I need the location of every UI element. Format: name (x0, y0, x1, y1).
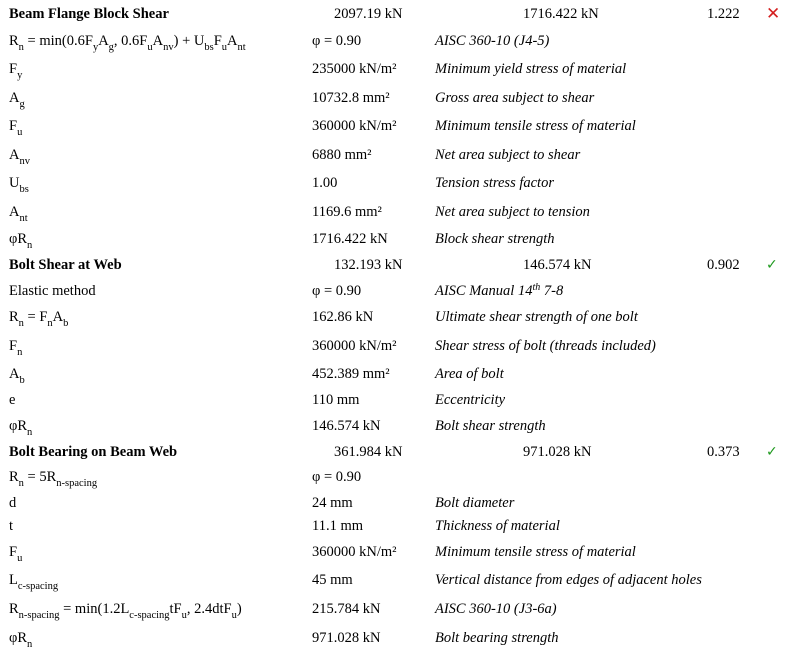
row-value: 45 mm (312, 572, 353, 588)
row-value: φ = 0.90 (312, 469, 362, 485)
row-value: 1716.422 kN (312, 231, 388, 247)
row-description: Net area subject to shear (435, 147, 581, 163)
row-description: Minimum tensile stress of material (435, 118, 636, 134)
row-symbol: $\varphi R_n$ (9, 231, 33, 251)
row-symbol: $F_y$ (9, 61, 23, 81)
demand-value: 146.574 kN (523, 257, 592, 273)
row-value: 146.574 kN (312, 418, 381, 434)
row-description: Bolt bearing strength (435, 630, 559, 646)
row-description: AISC 360-10 (J3-6a) (435, 601, 557, 617)
row-description: Gross area subject to shear (435, 90, 595, 106)
row-symbol: d (9, 495, 17, 511)
row-description: Net area subject to tension (435, 204, 590, 220)
row-value: 360000 kN/m² (312, 338, 397, 354)
row-description: Shear stress of bolt (threads included) (435, 338, 656, 354)
formula-symbol: $R_n = F_nA_b$ (9, 309, 69, 329)
row-value: 971.028 kN (312, 630, 381, 646)
row-description: Ultimate shear strength of one bolt (435, 309, 638, 325)
row-description: Area of bolt (435, 366, 504, 382)
row-symbol: Elastic method (9, 283, 96, 299)
row-value: 162.86 kN (312, 309, 374, 325)
row-description: Bolt shear strength (435, 418, 546, 434)
row-value: 6880 mm² (312, 147, 372, 163)
row-symbol: e (9, 392, 16, 408)
section-title: Bolt Shear at Web (9, 257, 122, 273)
check-icon: ✓ (766, 257, 778, 273)
row-symbol: $A_g$ (9, 90, 25, 110)
row-description: AISC 360-10 (J4-5) (435, 33, 550, 49)
row-value: 24 mm (312, 495, 353, 511)
ratio-value: 0.902 (707, 257, 740, 273)
row-value: φ = 0.90 (312, 33, 362, 49)
row-value: 452.389 mm² (312, 366, 390, 382)
row-symbol: $A_{nt}$ (9, 204, 28, 224)
row-description: Vertical distance from edges of adjacent holes (435, 572, 702, 588)
row-description: Eccentricity (435, 392, 506, 408)
row-value: 10732.8 mm² (312, 90, 390, 106)
row-symbol: t (9, 518, 14, 534)
formula-symbol: $R_{n-spacing} = \min(1.2L_{c-spacing}tF_u$, 2.4dtF$_u$) (9, 601, 242, 621)
capacity-value: 132.193 kN (334, 257, 403, 273)
row-description: Thickness of material (435, 518, 560, 534)
section-title: Beam Flange Block Shear (9, 6, 169, 22)
row-symbol: $A_{nv}$ (9, 147, 30, 167)
row-description: Minimum tensile stress of material (435, 544, 636, 560)
row-symbol: $\varphi R_n$ (9, 418, 33, 438)
check-icon: ✓ (766, 444, 778, 460)
row-value: 360000 kN/m² (312, 118, 397, 134)
capacity-value: 361.984 kN (334, 444, 403, 460)
cross-icon: ✕ (766, 4, 781, 24)
row-description: AISC Manual 14th 7-8 (435, 282, 564, 299)
row-description: Bolt diameter (435, 495, 515, 511)
row-value: 1.00 (312, 175, 338, 191)
row-symbol: $F_u$ (9, 544, 23, 564)
section-title: Bolt Bearing on Beam Web (9, 444, 178, 460)
row-value: 1169.6 mm² (312, 204, 382, 220)
row-symbol: $\varphi R_n$ (9, 630, 33, 650)
row-symbol: $L_{c-spacing}$ (9, 572, 59, 592)
demand-value: 1716.422 kN (523, 6, 599, 22)
row-symbol: $U_{bs}$ (9, 175, 29, 195)
row-value: 11.1 mm (312, 518, 364, 534)
capacity-value: 2097.19 kN (334, 6, 403, 22)
formula-symbol: $R_n = 5R_{n-spacing}$ (9, 469, 98, 489)
row-value: 360000 kN/m² (312, 544, 397, 560)
formula-symbol: $R_n = \min(0.6F_yA_g$, $0.6F_uA_{nv}) + U_{bs}F_uA_{nt}$ (9, 33, 246, 53)
ratio-value: 1.222 (707, 6, 740, 22)
row-description: Block shear strength (435, 231, 555, 247)
ratio-value: 0.373 (707, 444, 740, 460)
row-value: φ = 0.90 (312, 283, 362, 299)
row-value: 110 mm (312, 392, 360, 408)
row-description: Minimum yield stress of material (435, 61, 627, 77)
row-value: 235000 kN/m² (312, 61, 397, 77)
row-symbol: $F_n$ (9, 338, 23, 358)
row-description: Tension stress factor (435, 175, 554, 191)
row-symbol: $A_b$ (9, 366, 25, 386)
row-symbol: $F_u$ (9, 118, 23, 138)
row-value: 215.784 kN (312, 601, 381, 617)
demand-value: 971.028 kN (523, 444, 592, 460)
